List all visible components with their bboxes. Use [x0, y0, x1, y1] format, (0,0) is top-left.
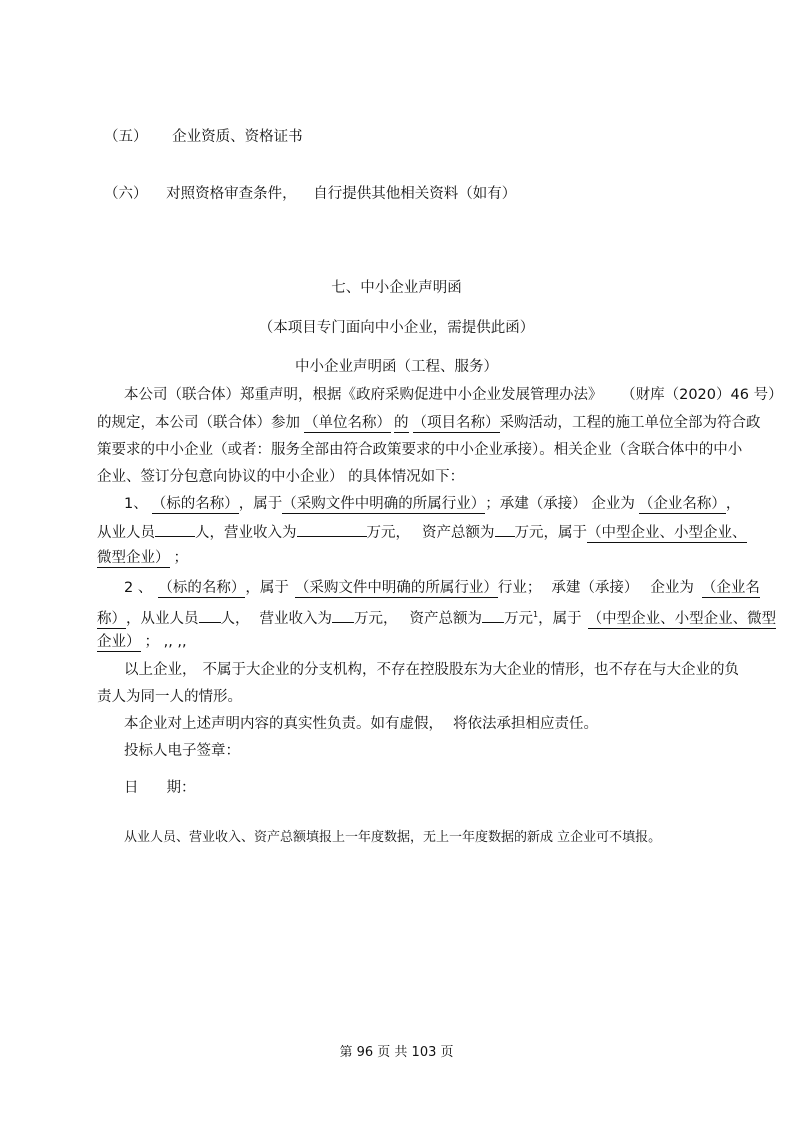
staff-blank: [155, 522, 195, 537]
assets-blank: [482, 608, 504, 623]
declaration-text: 采购活动，工程的施工单位全部为符合政: [499, 415, 761, 431]
entry-text: ；: [173, 550, 188, 566]
company-name-field: （企业名: [701, 580, 760, 596]
entry-2-line-3: [97, 632, 187, 652]
entry-text: 资产总额为: [409, 611, 482, 627]
project-name-field: （项目名称）: [412, 415, 500, 431]
enterprise-type-field: （中型企业、小型企业、: [587, 525, 747, 541]
section-subtitle: （本项目专门面向中小企业，需提供此函）: [258, 320, 535, 336]
assets-blank: [495, 522, 515, 537]
entry-1-line-2: [97, 522, 747, 543]
policy-reference: （财库（2020）46 号）: [621, 387, 783, 403]
closing-text: 将依法承担相应责任。: [453, 716, 598, 732]
enterprise-type-field: 企业）: [97, 634, 141, 650]
entry-text: 万元，属于: [514, 525, 587, 541]
item-6-text: 对照资格审查条件，: [166, 186, 297, 202]
paragraph-line: [97, 413, 761, 433]
footnote-marker: 1: [533, 610, 539, 619]
entry-text: ，属于: [245, 580, 289, 596]
entry-number: 1、: [124, 496, 148, 512]
entry-text: 承建（承接）: [551, 580, 639, 596]
paragraph-line: 责人为同一人的情形。: [97, 689, 242, 705]
declaration-text: 本公司（联合体）郑重声明，根据《政府采购促进中小企业发展管理办法》: [124, 387, 603, 403]
entry-text: 资产总额为: [422, 525, 495, 541]
page-number: 第 96 页 共 103 页: [339, 1045, 454, 1060]
item-5: [104, 127, 303, 147]
unit-name-field: （单位名称）: [304, 415, 391, 431]
entry-text: ，属于: [238, 496, 283, 512]
entry-text: ，: [725, 496, 741, 512]
section-title: 七、中小企业声明函: [331, 280, 462, 296]
entry-text: 万元，: [354, 611, 398, 627]
target-name-field: （标的名称）: [151, 496, 239, 512]
paragraph-line: 策要求的中小企业（或者：服务全部由符合政策要求的中小企业承接）。相关企业（含联合体中的中小: [97, 442, 743, 458]
entry-2-line-1: [124, 578, 760, 598]
entry-text: 企业为: [650, 580, 694, 596]
entry-text: 人，: [220, 611, 250, 627]
entry-text: ； ,, ,,: [144, 634, 187, 650]
declaration-text: 的规定，本公司（联合体）参加: [97, 415, 300, 431]
footnote-text: 从业人员、营业收入、资产总额填报上一年度数据，无上一年度数据的新成 立企业可不填报。: [124, 830, 662, 845]
item-5-number: （五）: [104, 129, 148, 145]
entry-text: ，从业人员: [126, 611, 199, 627]
entry-number: 2 、: [124, 580, 153, 596]
entry-text: 行业；: [497, 580, 542, 596]
entry-2-line-2: [97, 605, 776, 629]
industry-field: （采购文件中明确的所属行业）: [282, 496, 486, 512]
paragraph-line: [124, 385, 783, 405]
entry-text: 万元，: [366, 525, 410, 541]
item-6-number: （六）: [104, 186, 148, 202]
entry-text: 从业人员: [97, 525, 155, 541]
income-blank: [297, 522, 367, 537]
closing-text: 本企业对上述声明内容的真实性负责。如有虚假，: [124, 716, 443, 732]
entry-text: ；承建（承接） 企业为: [485, 496, 635, 512]
item-6: [104, 184, 516, 204]
entry-1-line-1: [124, 494, 740, 514]
entry-text: 万元: [504, 611, 533, 627]
declaration-text: 的: [394, 415, 409, 431]
closing-text: 以上企业，: [124, 662, 197, 678]
company-name-field: （企业名称）: [638, 496, 726, 512]
entry-text: 营业收入为: [259, 611, 332, 627]
industry-field: （采购文件中明确的所属行业）: [294, 580, 498, 596]
item-5-text: 企业资质、资格证书: [172, 129, 303, 145]
enterprise-type-field: 微型企业）: [97, 550, 170, 566]
letter-title: 中小企业声明函（工程、服务）: [295, 359, 498, 375]
income-blank: [332, 608, 354, 623]
paragraph-line: [124, 714, 598, 734]
item-6-text-2: 自行提供其他相关资料（如有）: [313, 186, 517, 202]
paragraph-line: [124, 660, 739, 680]
entry-text: ，属于: [538, 611, 582, 627]
staff-blank: [199, 608, 221, 623]
paragraph-line: 企业、签订分包意向协议的中小企业） 的具体情况如下：: [97, 469, 465, 485]
closing-text: 不属于大企业的分支机构，不存在控股股东为大企业的情形，也不存在与大企业的负: [202, 662, 739, 678]
company-name-field: 称）: [97, 611, 126, 627]
date-label: [124, 778, 196, 798]
signature-label: 投标人电子签章：: [124, 743, 240, 759]
target-name-field: （标的名称）: [158, 580, 246, 596]
date-label-part: 日: [124, 780, 139, 796]
entry-text: 人，营业收入为: [195, 525, 297, 541]
date-label-part: 期：: [166, 780, 196, 796]
entry-1-line-3: [97, 548, 188, 568]
enterprise-type-field: （中型企业、小型企业、微型: [587, 611, 777, 627]
